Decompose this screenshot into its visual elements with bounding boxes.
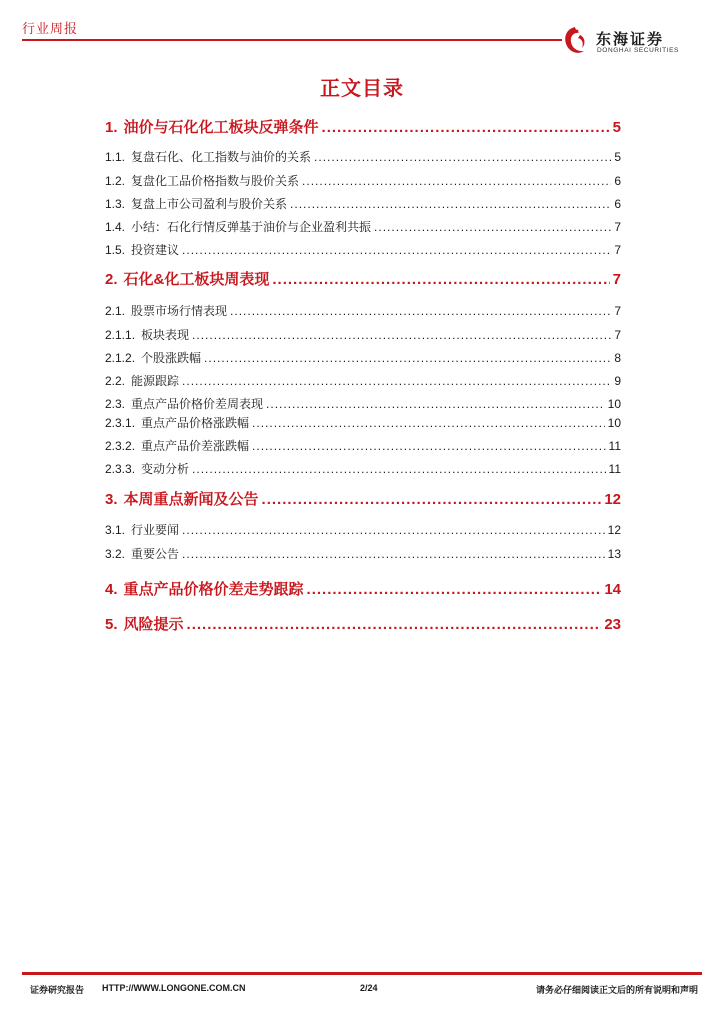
toc-entry-title: 重点产品价格涨跌幅 xyxy=(141,416,250,430)
toc-title: 正文目录 xyxy=(320,78,404,100)
toc-entry-title: 油价与石化化工板块反弹条件 xyxy=(123,119,319,136)
toc-entry-page: 7 xyxy=(614,304,621,318)
toc-leader-dots xyxy=(230,304,611,318)
toc-entry-title: 石化&化工板块周表现 xyxy=(123,271,270,288)
toc-leader-dots xyxy=(192,328,611,342)
toc-entry[interactable] xyxy=(105,414,621,431)
toc-leader-dots xyxy=(182,547,605,561)
toc-entry-page: 12 xyxy=(607,523,621,537)
toc-leader-dots xyxy=(252,416,605,430)
toc-entry-page: 9 xyxy=(614,374,621,388)
toc-entry-number: 2.1.2. xyxy=(105,351,136,365)
toc-entry-page: 11 xyxy=(608,439,621,453)
toc-entry-title: 变动分析 xyxy=(141,462,190,476)
toc-entry-number: 3. xyxy=(105,491,118,508)
toc-entry-page: 7 xyxy=(614,243,621,257)
toc-entry-title: 小结：石化行情反弹基于油价与企业盈利共振 xyxy=(131,220,372,234)
toc-entry[interactable] xyxy=(105,521,621,538)
toc-leader-dots xyxy=(252,439,605,453)
toc-entry-number: 4. xyxy=(105,581,118,598)
toc-entry[interactable] xyxy=(105,545,621,562)
toc-leader-dots xyxy=(204,351,611,365)
toc-entry-number: 2.3. xyxy=(105,397,126,411)
toc-leader-dots xyxy=(272,271,609,288)
toc-entry-title: 复盘石化、化工指数与油价的关系 xyxy=(131,150,312,164)
toc-leader-dots xyxy=(266,397,605,411)
toc-entry-number: 1.2. xyxy=(105,174,126,188)
toc-leader-dots xyxy=(262,491,602,508)
toc-entry-number: 1. xyxy=(105,119,118,136)
page-footer xyxy=(22,983,702,999)
toc-entry-page: 7 xyxy=(614,328,621,342)
toc-entry-page: 10 xyxy=(607,416,621,430)
footer-report-type: 证券研究报告 xyxy=(30,985,85,995)
toc-entry-page: 6 xyxy=(614,197,621,211)
toc-entry-number: 2.1.1. xyxy=(105,328,136,342)
toc-entry-title: 行业要闻 xyxy=(131,523,180,537)
toc-entry-page: 10 xyxy=(607,397,621,411)
toc-entry-number: 2. xyxy=(105,271,118,288)
toc-entry-page: 5 xyxy=(612,119,621,136)
toc-entry-number: 1.1. xyxy=(105,150,126,164)
toc-entry-number: 1.4. xyxy=(105,220,126,234)
header-divider xyxy=(22,39,562,41)
toc-entry-title: 重要公告 xyxy=(131,547,180,561)
toc-entry-number: 3.1. xyxy=(105,523,126,537)
toc-entry-title: 个股涨跌幅 xyxy=(141,351,202,365)
toc-entry[interactable] xyxy=(105,349,621,366)
toc-leader-dots xyxy=(182,243,611,257)
toc-entry-number: 1.5. xyxy=(105,243,126,257)
toc-entry[interactable] xyxy=(105,172,621,189)
toc-entry-page: 6 xyxy=(614,174,621,188)
toc-leader-dots xyxy=(307,581,602,598)
toc-entry[interactable] xyxy=(105,372,621,389)
toc-entry-number: 2.2. xyxy=(105,374,126,388)
toc-entry-page: 7 xyxy=(614,220,621,234)
toc-entry[interactable] xyxy=(105,195,621,212)
toc-entry-title: 风险提示 xyxy=(123,616,184,633)
toc-leader-dots xyxy=(322,119,610,136)
toc-entry-page: 13 xyxy=(607,547,621,561)
dragon-logo-icon xyxy=(560,24,590,58)
page-header xyxy=(0,0,724,60)
toc-entry-title: 板块表现 xyxy=(141,328,190,342)
footer-divider xyxy=(22,972,702,975)
toc-entry[interactable] xyxy=(105,326,621,343)
footer-website-link[interactable]: HTTP://WWW.LONGONE.COM.CN xyxy=(102,983,246,993)
toc-leader-dots xyxy=(290,197,611,211)
toc-entry[interactable] xyxy=(105,218,621,235)
footer-disclaimer: 请务必仔细阅读正文后的所有说明和声明 xyxy=(535,985,698,995)
toc-leader-dots xyxy=(314,150,611,164)
toc-entry-number: 1.3. xyxy=(105,197,126,211)
toc-entry-page: 12 xyxy=(604,491,621,508)
toc-entry-page: 11 xyxy=(608,462,621,476)
toc-entry-number: 2.3.1. xyxy=(105,416,136,430)
toc-entry-title: 重点产品价格价差走势跟踪 xyxy=(123,581,304,598)
toc-entry[interactable] xyxy=(105,437,621,454)
toc-leader-dots xyxy=(192,462,605,476)
logo-text-cn: 东海证券 xyxy=(596,31,665,48)
toc-entry[interactable] xyxy=(105,268,621,289)
toc-leader-dots xyxy=(302,174,611,188)
toc-leader-dots xyxy=(374,220,611,234)
toc-entry[interactable] xyxy=(105,488,621,509)
toc-entry-number: 2.3.3. xyxy=(105,462,136,476)
toc-entry-title: 本周重点新闻及公告 xyxy=(123,491,259,508)
toc-leader-dots xyxy=(182,523,605,537)
company-logo xyxy=(560,24,700,58)
toc-entry-page: 8 xyxy=(614,351,621,365)
toc-entry[interactable] xyxy=(105,148,621,165)
toc-leader-dots xyxy=(187,616,602,633)
toc-entry[interactable] xyxy=(105,241,621,258)
toc-entry[interactable] xyxy=(105,116,621,137)
toc-entry[interactable] xyxy=(105,302,621,319)
toc-entry-title: 复盘上市公司盈利与股价关系 xyxy=(131,197,288,211)
toc-entry-page: 23 xyxy=(604,616,621,633)
toc-entry-title: 重点产品价格价差周表现 xyxy=(131,397,264,411)
toc-entry-title: 复盘化工品价格指数与股价关系 xyxy=(131,174,300,188)
page-number: 2/24 xyxy=(360,983,378,993)
toc-entry-number: 2.1. xyxy=(105,304,126,318)
toc-entry-page: 5 xyxy=(614,150,621,164)
toc-entry-title: 能源跟踪 xyxy=(131,374,180,388)
toc-entry-page: 7 xyxy=(612,271,621,288)
toc-leader-dots xyxy=(182,374,611,388)
toc-entry[interactable] xyxy=(105,395,621,412)
toc-entry-title: 投资建议 xyxy=(131,243,180,257)
logo-text-en: DONGHAI SECURITIES xyxy=(597,47,679,54)
toc-entry-number: 2.3.2. xyxy=(105,439,136,453)
section-title: 行业周报 xyxy=(22,21,79,36)
toc-entry-title: 股票市场行情表现 xyxy=(131,304,228,318)
toc-entry[interactable] xyxy=(105,578,621,599)
toc-entry-number: 5. xyxy=(105,616,118,633)
toc-entry[interactable] xyxy=(105,613,621,634)
toc-entry-title: 重点产品价差涨跌幅 xyxy=(141,439,250,453)
toc-entry-number: 3.2. xyxy=(105,547,126,561)
toc-entry[interactable] xyxy=(105,460,621,477)
toc-entry-page: 14 xyxy=(604,581,621,598)
